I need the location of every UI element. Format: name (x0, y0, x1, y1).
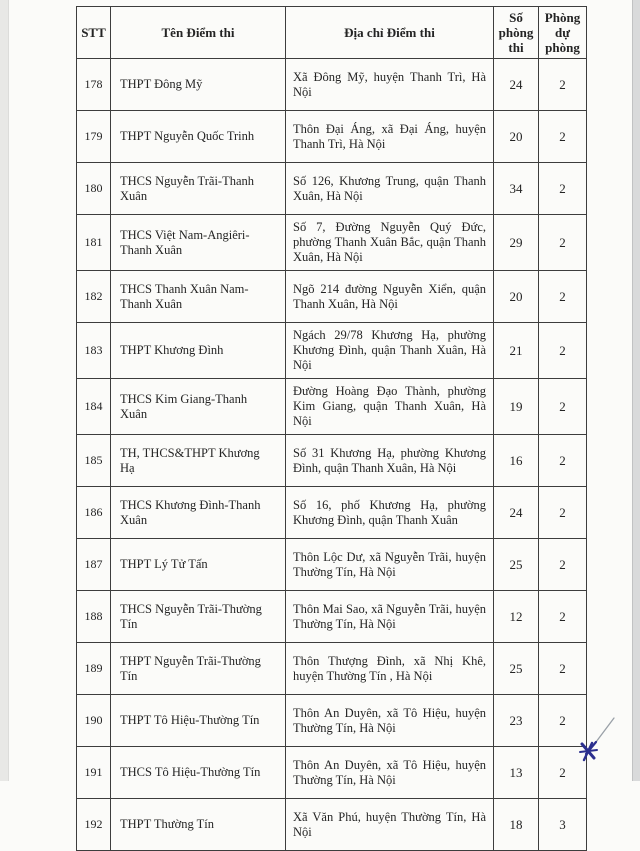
cell-backup-rooms: 2 (539, 695, 587, 747)
header-backup-rooms: Phòng dự phòng (539, 7, 587, 59)
cell-backup-rooms: 2 (539, 435, 587, 487)
pen-mark-icon (572, 714, 618, 766)
cell-site-address: Số 126, Khương Trung, quận Thanh Xuân, Hà Nội (286, 163, 494, 215)
cell-stt: 183 (77, 323, 111, 379)
exam-sites-table (76, 6, 587, 851)
cell-stt: 181 (77, 215, 111, 271)
cell-site-address: Số 16, phố Khương Hạ, phường Khương Đình, quận Thanh Xuân (286, 487, 494, 539)
table-row (77, 695, 587, 747)
header-site-name: Tên Điểm thi (111, 7, 286, 59)
table-row (77, 379, 587, 435)
table-row (77, 539, 587, 591)
cell-site-address: Số 31 Khương Hạ, phường Khương Đình, quận Thanh Xuân, Hà Nội (286, 435, 494, 487)
table-row (77, 215, 587, 271)
cell-stt: 184 (77, 379, 111, 435)
cell-site-address: Thôn An Duyên, xã Tô Hiệu, huyện Thường Tín, Hà Nội (286, 695, 494, 747)
cell-exam-rooms: 12 (494, 591, 539, 643)
cell-backup-rooms: 2 (539, 323, 587, 379)
table-row (77, 591, 587, 643)
table-row (77, 163, 587, 215)
cell-site-name: THPT Nguyễn Quốc Trinh (111, 111, 286, 163)
cell-exam-rooms: 29 (494, 215, 539, 271)
cell-backup-rooms: 2 (539, 487, 587, 539)
header-exam-rooms: Số phòng thi (494, 7, 539, 59)
cell-site-address: Thôn Đại Áng, xã Đại Áng, huyện Thanh Trì, Hà Nội (286, 111, 494, 163)
cell-site-address: Ngách 29/78 Khương Hạ, phường Khương Đình, quận Thanh Xuân, Hà Nội (286, 323, 494, 379)
cell-site-name: THPT Thường Tín (111, 799, 286, 851)
cell-stt: 187 (77, 539, 111, 591)
cell-site-address: Thôn Mai Sao, xã Nguyễn Trãi, huyện Thường Tín, Hà Nội (286, 591, 494, 643)
cell-site-name: THCS Nguyễn Trãi-Thanh Xuân (111, 163, 286, 215)
table-row (77, 799, 587, 851)
cell-exam-rooms: 13 (494, 747, 539, 799)
cell-exam-rooms: 20 (494, 271, 539, 323)
cell-stt: 189 (77, 643, 111, 695)
cell-site-name: THCS Thanh Xuân Nam-Thanh Xuân (111, 271, 286, 323)
cell-stt: 192 (77, 799, 111, 851)
cell-site-name: THPT Lý Tử Tấn (111, 539, 286, 591)
cell-backup-rooms: 2 (539, 111, 587, 163)
table-row (77, 487, 587, 539)
cell-stt: 190 (77, 695, 111, 747)
table-row (77, 271, 587, 323)
cell-stt: 186 (77, 487, 111, 539)
table-row (77, 747, 587, 799)
cell-exam-rooms: 25 (494, 539, 539, 591)
cell-stt: 185 (77, 435, 111, 487)
cell-exam-rooms: 24 (494, 59, 539, 111)
cell-exam-rooms: 19 (494, 379, 539, 435)
cell-site-address: Thôn Thượng Đình, xã Nhị Khê, huyện Thường Tín , Hà Nội (286, 643, 494, 695)
header-row (77, 7, 587, 59)
cell-stt: 182 (77, 271, 111, 323)
cell-exam-rooms: 23 (494, 695, 539, 747)
cell-backup-rooms: 2 (539, 59, 587, 111)
cell-site-name: THCS Nguyễn Trãi-Thường Tín (111, 591, 286, 643)
scan-edge-right (632, 0, 640, 781)
cell-site-name: THCS Tô Hiệu-Thường Tín (111, 747, 286, 799)
cell-backup-rooms: 2 (539, 379, 587, 435)
table-row (77, 643, 587, 695)
cell-site-address: Xã Văn Phú, huyện Thường Tín, Hà Nội (286, 799, 494, 851)
cell-stt: 178 (77, 59, 111, 111)
header-site-address: Địa chỉ Điểm thi (286, 7, 494, 59)
table-row (77, 435, 587, 487)
cell-site-name: THPT Khương Đình (111, 323, 286, 379)
cell-exam-rooms: 25 (494, 643, 539, 695)
cell-site-name: THCS Việt Nam-Angiêri-Thanh Xuân (111, 215, 286, 271)
scan-edge-left (0, 0, 9, 781)
cell-backup-rooms: 2 (539, 539, 587, 591)
cell-site-name: THPT Đông Mỹ (111, 59, 286, 111)
cell-stt: 179 (77, 111, 111, 163)
cell-stt: 188 (77, 591, 111, 643)
cell-backup-rooms: 2 (539, 643, 587, 695)
cell-backup-rooms: 2 (539, 163, 587, 215)
header-stt: STT (77, 7, 111, 59)
cell-site-address: Thôn An Duyên, xã Tô Hiệu, huyện Thường Tín, Hà Nội (286, 747, 494, 799)
cell-exam-rooms: 20 (494, 111, 539, 163)
cell-site-address: Đường Hoàng Đạo Thành, phường Kim Giang, quận Thanh Xuân, Hà Nội (286, 379, 494, 435)
table-row (77, 111, 587, 163)
cell-site-name: THPT Nguyễn Trãi-Thường Tín (111, 643, 286, 695)
cell-site-address: Số 7, Đường Nguyễn Quý Đức, phường Thanh Xuân Bắc, quận Thanh Xuân, Hà Nội (286, 215, 494, 271)
cell-site-name: THCS Kim Giang-Thanh Xuân (111, 379, 286, 435)
cell-exam-rooms: 21 (494, 323, 539, 379)
table-header (77, 7, 587, 59)
cell-site-name: THPT Tô Hiệu-Thường Tín (111, 695, 286, 747)
cell-exam-rooms: 16 (494, 435, 539, 487)
table-body (77, 59, 587, 851)
cell-site-address: Thôn Lộc Dư, xã Nguyễn Trãi, huyện Thường Tín, Hà Nội (286, 539, 494, 591)
cell-exam-rooms: 24 (494, 487, 539, 539)
cell-site-address: Ngõ 214 đường Nguyễn Xiển, quận Thanh Xuân, Hà Nội (286, 271, 494, 323)
cell-backup-rooms: 2 (539, 271, 587, 323)
cell-site-address: Xã Đông Mỹ, huyện Thanh Trì, Hà Nội (286, 59, 494, 111)
cell-backup-rooms: 2 (539, 747, 587, 799)
cell-site-name: THCS Khương Đình-Thanh Xuân (111, 487, 286, 539)
cell-backup-rooms: 3 (539, 799, 587, 851)
cell-site-name: TH, THCS&THPT Khương Hạ (111, 435, 286, 487)
cell-exam-rooms: 18 (494, 799, 539, 851)
cell-backup-rooms: 2 (539, 591, 587, 643)
table-row (77, 59, 587, 111)
cell-backup-rooms: 2 (539, 215, 587, 271)
cell-stt: 180 (77, 163, 111, 215)
cell-exam-rooms: 34 (494, 163, 539, 215)
table-row (77, 323, 587, 379)
cell-stt: 191 (77, 747, 111, 799)
